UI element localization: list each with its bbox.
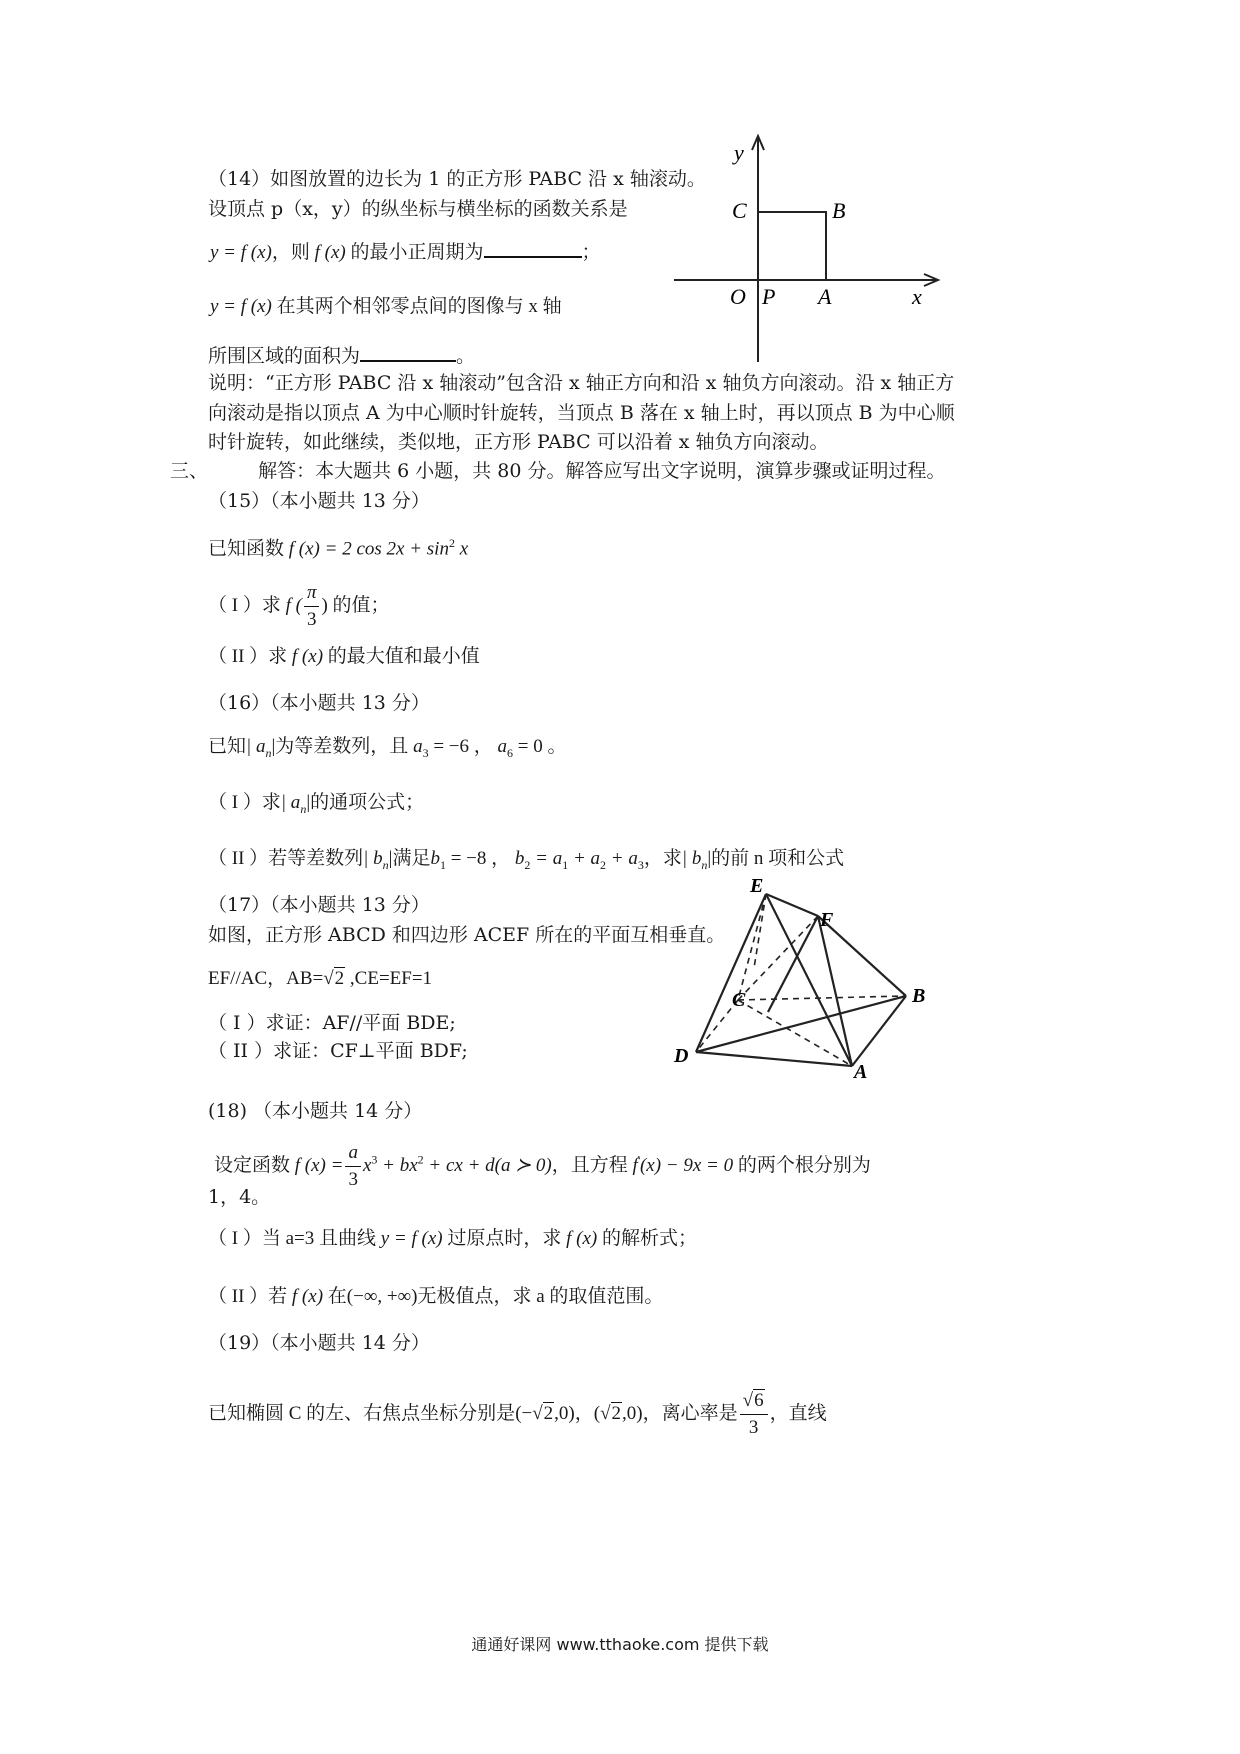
q19-statement xyxy=(208,1388,827,1441)
q16-part-1 xyxy=(208,790,424,822)
edge-da xyxy=(696,1052,852,1066)
q16-text: （ II ）若等差数列 xyxy=(208,848,364,869)
q15-func: f (x) xyxy=(291,646,324,667)
label-x: x xyxy=(912,284,922,309)
q18-func: f (x) xyxy=(291,1286,324,1307)
q14-text: 在其两个相邻零点间的图像与 x 轴 xyxy=(276,296,562,317)
q18-var: x xyxy=(362,1154,372,1176)
q16-var: + a xyxy=(568,848,601,869)
q16-seq: | a xyxy=(280,792,301,813)
q14-note-2: 向滚动是指以顶点 A 为中心顺时针旋转，当顶点 B 落在 x 轴上时，再以顶点 B 为中心顺 xyxy=(208,402,955,424)
section-3-heading xyxy=(170,458,946,484)
q19-point: ,0) xyxy=(554,1402,575,1424)
q14-note-3: 时针旋转，如此继续，类似地，正方形 PABC 可以沿着 x 轴负方向滚动。 xyxy=(208,431,829,453)
label-a: A xyxy=(854,1061,868,1082)
q14-func: y = f (x) xyxy=(210,296,272,317)
q14-figure xyxy=(668,132,944,364)
q19-header: （19）（本小题共 14 分） xyxy=(208,1332,430,1354)
q18-text: 在 xyxy=(327,1286,347,1307)
q15-exp: 2 xyxy=(448,536,455,550)
q15-paren: ) xyxy=(321,594,328,616)
edge-fd xyxy=(768,916,818,1012)
label-f: F xyxy=(820,909,834,931)
q16-text: 已知 xyxy=(208,736,247,757)
q14-text: ； xyxy=(581,242,601,263)
q16-sub: n xyxy=(300,801,307,816)
q18-part-1 xyxy=(208,1226,697,1252)
q18-text: 的两个根分别为 xyxy=(737,1154,871,1176)
sqrt-radicand: 2 xyxy=(611,1402,622,1424)
q19-text: ， xyxy=(574,1402,594,1424)
q19-point: (− xyxy=(515,1402,533,1424)
q16-text: = −6 ， xyxy=(428,736,493,757)
label-b: B xyxy=(912,985,926,1007)
q18-statement xyxy=(214,1140,871,1193)
q16-text: （ I ）求 xyxy=(208,792,281,813)
q16-var: a xyxy=(413,736,423,757)
q15-part-2 xyxy=(208,644,480,670)
q18-text: 无极值点，求 a 的取值范围。 xyxy=(417,1286,664,1307)
q14-line2: 设顶点 p（x，y）的纵坐标与横坐标的函数关系是 xyxy=(208,198,628,220)
sqrt-icon: √ xyxy=(323,968,334,989)
page-footer: 通通好课网 www.tthaoke.com 提供下载 xyxy=(471,1635,769,1654)
q15-text: （ I ）求 xyxy=(208,594,281,616)
fraction-num xyxy=(740,1388,768,1415)
q17-text: EF//AC，AB= xyxy=(208,968,324,989)
q16-text: |的前 n 项和公式 xyxy=(707,848,845,869)
q14-answer-blank-2[interactable] xyxy=(360,342,456,362)
q14-note-1: 说明：“正方形 PABC 沿 x 轴滚动”包含沿 x 轴正方向和沿 x 轴负方向滚动。沿 x 轴正方 xyxy=(208,372,955,394)
q16-sub: n xyxy=(382,857,389,872)
q16-text: |满足 xyxy=(388,848,431,869)
q14-text: 。 xyxy=(456,345,476,367)
sqrt-radicand: 2 xyxy=(543,1402,554,1424)
label-d: D xyxy=(674,1045,689,1067)
q18-exp: 3 xyxy=(371,1152,378,1167)
q16-statement xyxy=(208,734,566,766)
q18-statement-2: 1，4。 xyxy=(208,1186,271,1208)
q15-text: 的最大值和最小值 xyxy=(327,646,480,667)
fraction-den: 3 xyxy=(306,609,317,630)
q18-exp: 2 xyxy=(417,1152,424,1167)
sqrt-icon: √ xyxy=(600,1402,611,1424)
q16-seq: | b xyxy=(681,848,702,869)
q14-line4 xyxy=(210,294,562,320)
sqrt-icon: √ xyxy=(532,1402,543,1424)
q14-func: f (x) xyxy=(314,242,346,263)
q14-text: 的最小正周期为 xyxy=(350,242,484,263)
q15-text: 已知函数 xyxy=(208,538,285,560)
q18-text: ，且方程 xyxy=(551,1154,628,1176)
q16-text: = 0 。 xyxy=(513,736,567,757)
q18-text: 过原点时，求 xyxy=(447,1228,562,1249)
q14-answer-blank-1[interactable] xyxy=(484,238,582,258)
q15-header: （15）（本小题共 13 分） xyxy=(208,490,430,512)
label-o: O xyxy=(730,284,746,309)
q14-line5 xyxy=(208,342,475,369)
edge-ef xyxy=(766,894,818,916)
label-p: P xyxy=(762,284,776,309)
label-y: y xyxy=(734,140,744,165)
label-e: E xyxy=(750,875,764,897)
q16-sub: n xyxy=(265,745,272,760)
fraction-den: 3 xyxy=(748,1417,759,1438)
square-pabc xyxy=(758,212,826,280)
label-b: B xyxy=(832,198,846,223)
q17-figure xyxy=(668,872,958,1082)
q18-text: （ II ）若 xyxy=(208,1286,288,1307)
edge-cb xyxy=(738,996,906,1000)
q15-statement xyxy=(208,530,468,562)
q18-var: + cx + d(a ≻ 0) xyxy=(423,1154,552,1176)
q18-func: f (x) xyxy=(566,1228,598,1249)
q18-var: + bx xyxy=(377,1154,418,1176)
q16-sub: 3 xyxy=(422,745,429,760)
q18-text: 设定函数 xyxy=(214,1154,291,1176)
q19-point: ( xyxy=(593,1402,601,1424)
q16-sub: 6 xyxy=(507,745,513,760)
q15-formula: f (x) = 2 cos 2x + sin xyxy=(288,538,449,560)
edge-ed xyxy=(696,894,766,1052)
q16-var: b xyxy=(430,848,440,869)
q15-part-1 xyxy=(208,580,390,633)
q16-seq: | a xyxy=(246,736,266,757)
q18-text: （ I ）当 a=3 且曲线 xyxy=(208,1228,376,1249)
q16-var: b xyxy=(514,848,525,869)
q17-header: （17）（本小题共 13 分） xyxy=(208,894,430,916)
q16-var: + a xyxy=(606,848,638,869)
q17-statement-1: 如图，正方形 ABCD 和四边形 ACEF 所在的平面互相垂直。 xyxy=(208,924,726,946)
label-c: C xyxy=(732,198,747,223)
q19-sqrt xyxy=(543,1401,555,1427)
q18-func: f xyxy=(632,1154,638,1176)
section-3-number: 三、 xyxy=(170,460,209,482)
q17-sqrt xyxy=(334,966,346,992)
q16-var: = a xyxy=(530,848,563,869)
q18-fraction xyxy=(345,1140,361,1193)
edge-fa xyxy=(818,916,852,1066)
q17-text: ,CE=EF=1 xyxy=(345,968,433,989)
fraction-num: a xyxy=(345,1140,361,1167)
q15-text: （ II ）求 xyxy=(208,646,288,667)
q19-sqrt xyxy=(611,1401,623,1427)
section-3-text: 解答：本大题共 6 小题，共 80 分。解答应写出文字说明，演算步骤或证明过程。 xyxy=(258,460,946,482)
q14-text: ，则 xyxy=(271,242,310,263)
q15-func: f ( xyxy=(285,594,302,616)
q16-var: a xyxy=(497,736,507,757)
q15-text: 的值； xyxy=(332,594,390,616)
q15-fraction xyxy=(304,580,320,633)
q14-line1: （14）如图放置的边长为 1 的正方形 PABC 沿 x 轴滚动。 xyxy=(208,168,706,190)
q14-text: 所围区域的面积为 xyxy=(208,345,361,367)
fraction-den: 3 xyxy=(348,1169,358,1190)
q18-interval: (−∞, +∞) xyxy=(346,1286,418,1307)
q18-func: y = f (x) xyxy=(380,1228,443,1249)
edge-db xyxy=(696,996,906,1052)
sqrt-radicand: 6 xyxy=(754,1390,764,1411)
q14-line3 xyxy=(210,238,601,266)
q16-seq: | b xyxy=(363,848,383,869)
q15-var: x xyxy=(454,538,469,560)
label-a: A xyxy=(818,284,832,309)
fraction-num: π xyxy=(304,580,320,607)
sqrt-icon: √ xyxy=(742,1390,754,1411)
q17-part-2: （ II ）求证：CF⊥平面 BDF; xyxy=(208,1040,468,1062)
q16-text: ，求 xyxy=(643,848,682,869)
q16-sub: 2 xyxy=(600,857,607,872)
q19-point: ,0) xyxy=(622,1402,643,1424)
q16-text: = −8 ， xyxy=(445,848,511,869)
q19-text: ，离心率是 xyxy=(642,1402,738,1424)
q16-sub: 1 xyxy=(439,857,446,872)
label-c: C xyxy=(732,989,746,1011)
q18-formula: (x) − 9x = 0 xyxy=(639,1154,734,1176)
q17-part-1: （ I ）求证：AF//平面 BDE; xyxy=(208,1012,456,1034)
q14-func: y = f (x) xyxy=(210,242,272,263)
q16-sub: 3 xyxy=(637,857,644,872)
q19-text: ，直线 xyxy=(769,1402,827,1424)
edge-ab xyxy=(852,996,906,1066)
q16-sub: n xyxy=(701,857,708,872)
q16-text: |的通项公式； xyxy=(306,792,425,813)
q18-exp: ' xyxy=(637,1152,640,1167)
q19-sqrt xyxy=(753,1388,765,1414)
q18-header: (18) （本小题共 14 分） xyxy=(208,1100,423,1122)
q18-part-2 xyxy=(208,1284,663,1310)
sqrt-radicand: 2 xyxy=(334,968,345,989)
q19-text: 已知椭圆 C 的左、右焦点坐标分别是 xyxy=(208,1402,516,1424)
q16-sub: 2 xyxy=(524,857,531,872)
q18-text: 的解析式； xyxy=(602,1228,698,1249)
q16-header: （16）（本小题共 13 分） xyxy=(208,692,430,714)
q16-text: |为等差数列，且 xyxy=(271,736,409,757)
q16-sub: 1 xyxy=(562,857,569,872)
q19-fraction xyxy=(740,1388,768,1441)
q17-statement-2 xyxy=(208,966,432,992)
q18-func: f (x) = xyxy=(294,1154,344,1176)
